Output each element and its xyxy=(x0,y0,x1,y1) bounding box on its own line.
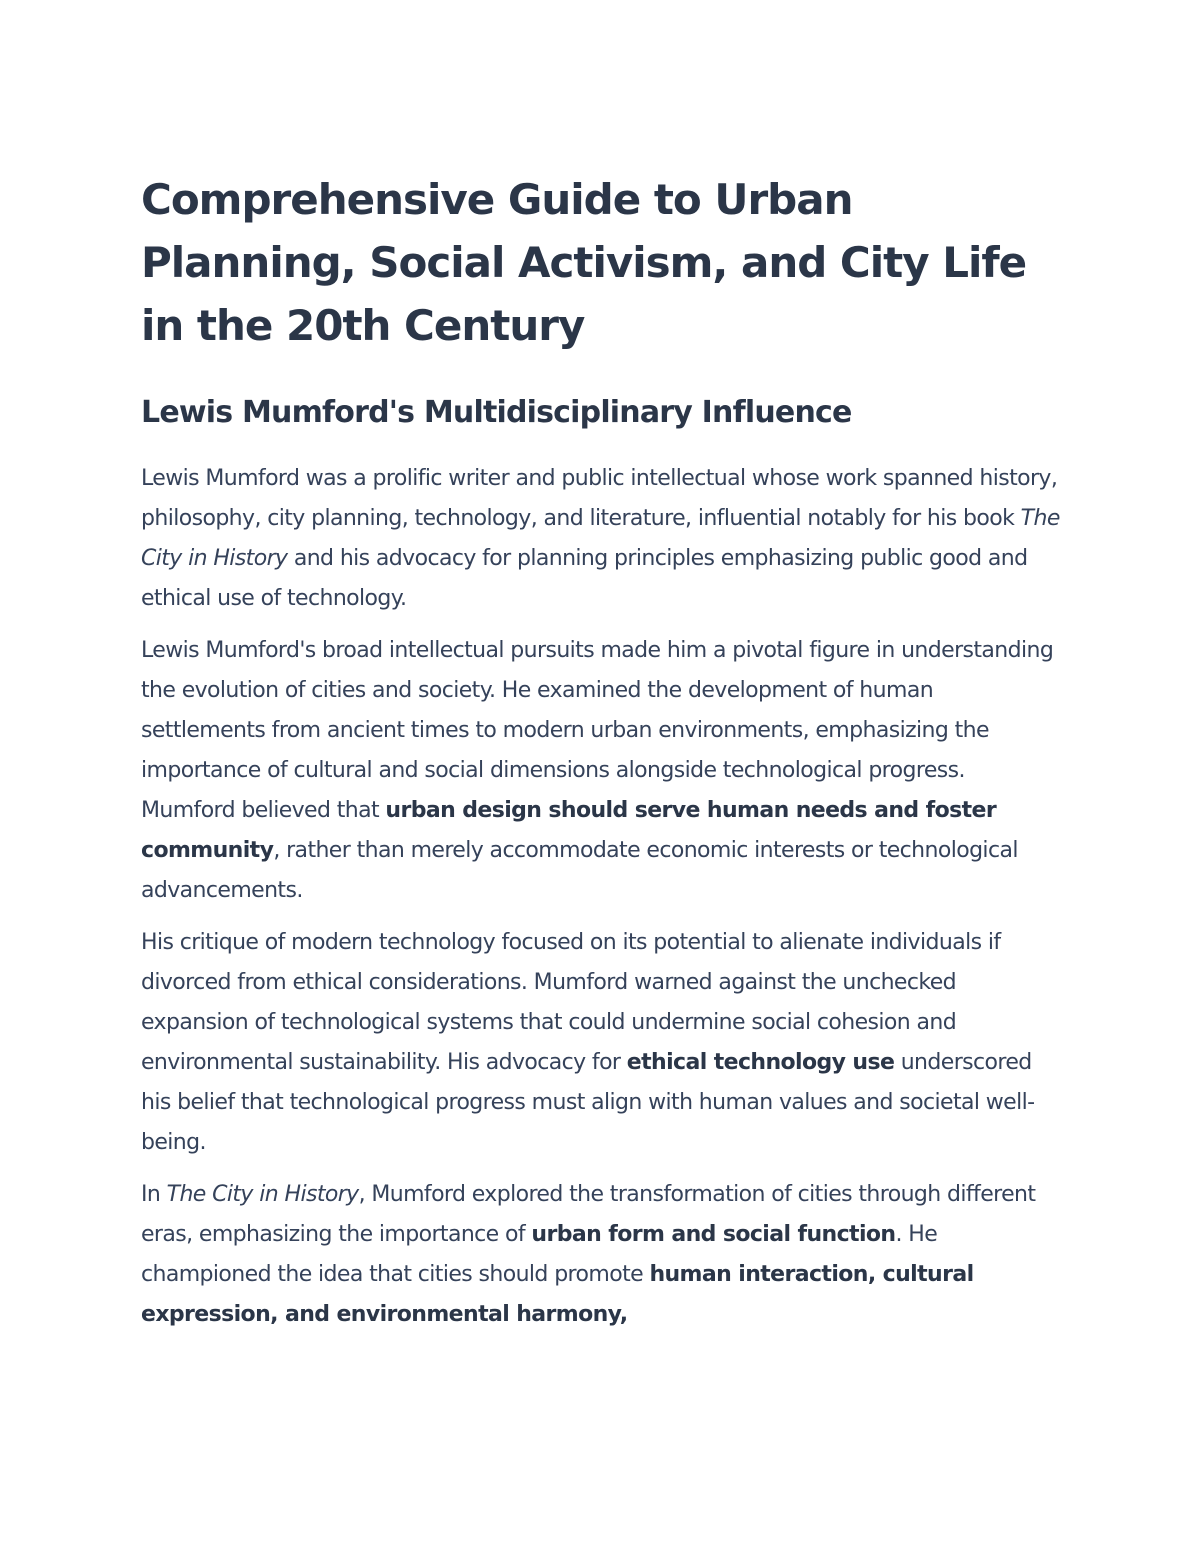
paragraph-2-bold: urban design should serve human needs and foster community xyxy=(141,798,997,863)
paragraph-4-text-b: , Mumford explored the transformation of cities through different eras, emphasizing the importance of xyxy=(141,1182,1036,1247)
section-heading: Lewis Mumford's Multidisciplinary Influence xyxy=(141,395,852,430)
paragraph-1-text-b: and his advocacy for planning principles emphasizing public good and ethical use of technology. xyxy=(141,546,1028,611)
paragraph-2 xyxy=(141,631,1061,911)
paragraph-4-bold-1: urban form and social function xyxy=(531,1222,896,1247)
book-title-italic-2: The City in History xyxy=(166,1182,359,1207)
paragraph-2-text-a: Lewis Mumford's broad intellectual pursuits made him a pivotal figure in understanding the evolution of cities and society. He examined the development of human settlements from ancient times to modern urban environments, emphasizing the importance of cultural and social dimensions alongside technological progress. Mumford believed that xyxy=(141,638,1054,823)
paragraph-4-text-a: In xyxy=(141,1182,167,1207)
paragraph-3-text-a: His critique of modern technology focused on its potential to alienate individuals if divorced from ethical considerations. Mumford warned against the unchecked expansion of technological systems that could undermine social cohesion and environmental sustainability. His advocacy for xyxy=(141,930,1001,1075)
paragraph-1-text-a: Lewis Mumford was a prolific writer and public intellectual whose work spanned history, philosophy, city planning, technology, and literature, influential notably for his book xyxy=(141,466,1058,531)
paragraph-1 xyxy=(141,459,1061,619)
paragraph-4 xyxy=(141,1175,1061,1335)
paragraph-3-bold: ethical technology use xyxy=(626,1050,895,1075)
paragraph-3 xyxy=(141,923,1061,1163)
paragraph-4-text-c: . He championed the idea that cities should promote xyxy=(141,1222,938,1287)
document-page xyxy=(141,168,1061,1335)
document-title: Comprehensive Guide to Urban Planning, Social Activism, and City Life in the 20th Century xyxy=(141,175,1027,350)
paragraph-2-text-b: , rather than merely accommodate economic interests or technological advancements. xyxy=(141,838,1018,903)
paragraph-4-bold-2: human interaction, cultural expression, and environmental harmony, xyxy=(141,1262,974,1327)
paragraph-3-text-b: underscored his belief that technological progress must align with human values and societal well-being. xyxy=(141,1050,1035,1155)
book-title-italic: The City in History xyxy=(141,506,1060,571)
